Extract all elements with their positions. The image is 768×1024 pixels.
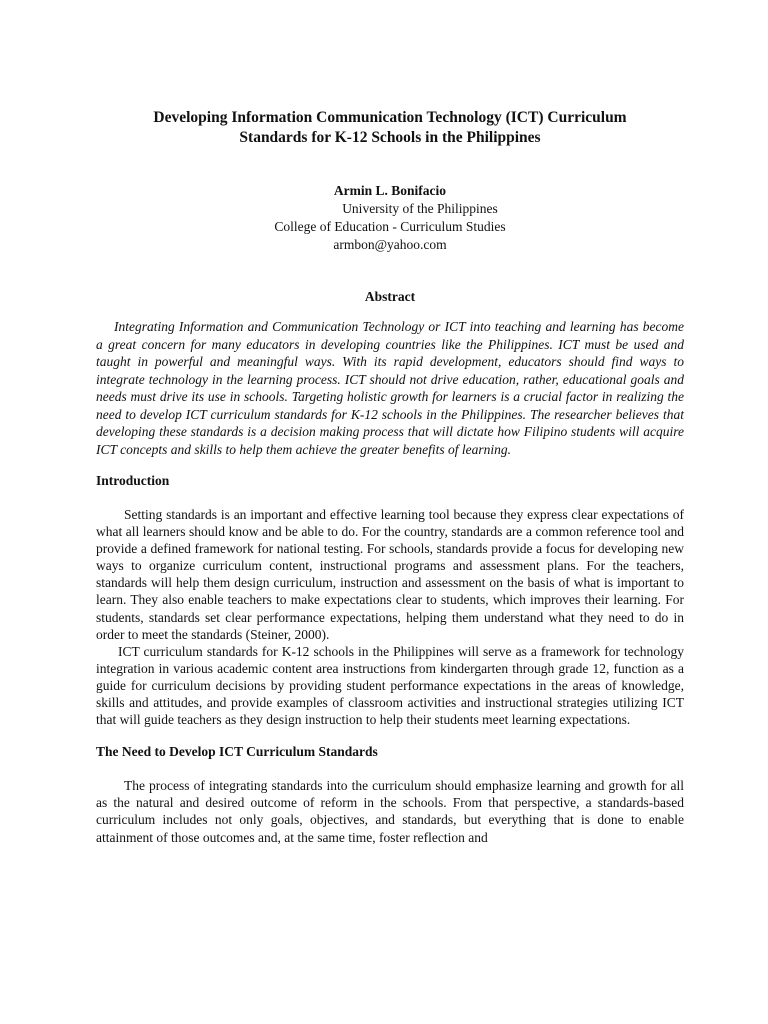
- introduction-paragraph-1: Setting standards is an important and effective learning tool because they express clear expectations of what all learners should know and be able to do. For the country, standards are a common reference tool and provide a defined framework for national testing. For schools, standards provide a focus for developing new ways to organize curriculum content, instructional programs and assessment plans. For the teachers, standards will help them design curriculum, instruction and assessment on the basis of what is important to learn. They also enable teachers to make expectations clear to students, which improves their learning. For students, standards set clear performance expectations, helping them understand what they need to do in order to meet the standards (Steiner, 2000).: [96, 507, 684, 642]
- author-email: armbon@yahoo.com: [333, 237, 447, 252]
- author-name: Armin L. Bonifacio: [333, 183, 447, 198]
- author-block: [96, 182, 684, 254]
- author-college: College of Education - Curriculum Studies: [274, 219, 506, 234]
- abstract-text: Integrating Information and Communication Technology or ICT into teaching and learning has become a great concern for many educators in developing countries like the Philippines. ICT must be used and taught in powerful and meaningful ways. With its rapid development, educators should find ways to integrate technology in the learning process. ICT should not drive education, rather, educational goals and needs must drive its use in schools. Targeting holistic growth for learners is a crucial factor in realizing the need to develop ICT curriculum standards for K-12 schools in the Philippines. The researcher believes that developing these standards is a decision making process that will dictate how Filipino students will acquire ICT concepts and skills to help them achieve the greater benefits of learning.: [96, 319, 684, 457]
- title-line-2: Standards for K-12 Schools in the Philippines: [239, 129, 541, 146]
- paper-title: [96, 108, 684, 148]
- introduction-heading: Introduction: [96, 473, 170, 488]
- title-line-1: Developing Information Communication Technology (ICT) Curriculum: [153, 109, 627, 126]
- abstract-heading: Abstract: [364, 289, 416, 304]
- need-section-heading: The Need to Develop ICT Curriculum Standards: [96, 744, 378, 760]
- document-page: [96, 108, 684, 846]
- introduction-paragraph-2: ICT curriculum standards for K-12 schools in the Philippines will serve as a framework for technology integration in various academic content area instructions from kindergarten through grade 12, function as a guide for curriculum decisions by providing student performance expectations in the areas of knowledge, skills and attitudes, and provide examples of classroom activities and instructional strategies utilizing ICT that will guide teachers as they design instruction to help their students meet learning expectations.: [96, 643, 684, 728]
- need-section-paragraph-1: The process of integrating standards into the curriculum should emphasize learning and growth for all as the natural and desired outcome of reform in the schools. From that perspective, a standards-based curriculum includes not only goals, objectives, and standards, but everything that is done to enable attainment of those outcomes and, at the same time, foster reflection and: [96, 778, 684, 845]
- author-university: University of the Philippines: [342, 201, 498, 216]
